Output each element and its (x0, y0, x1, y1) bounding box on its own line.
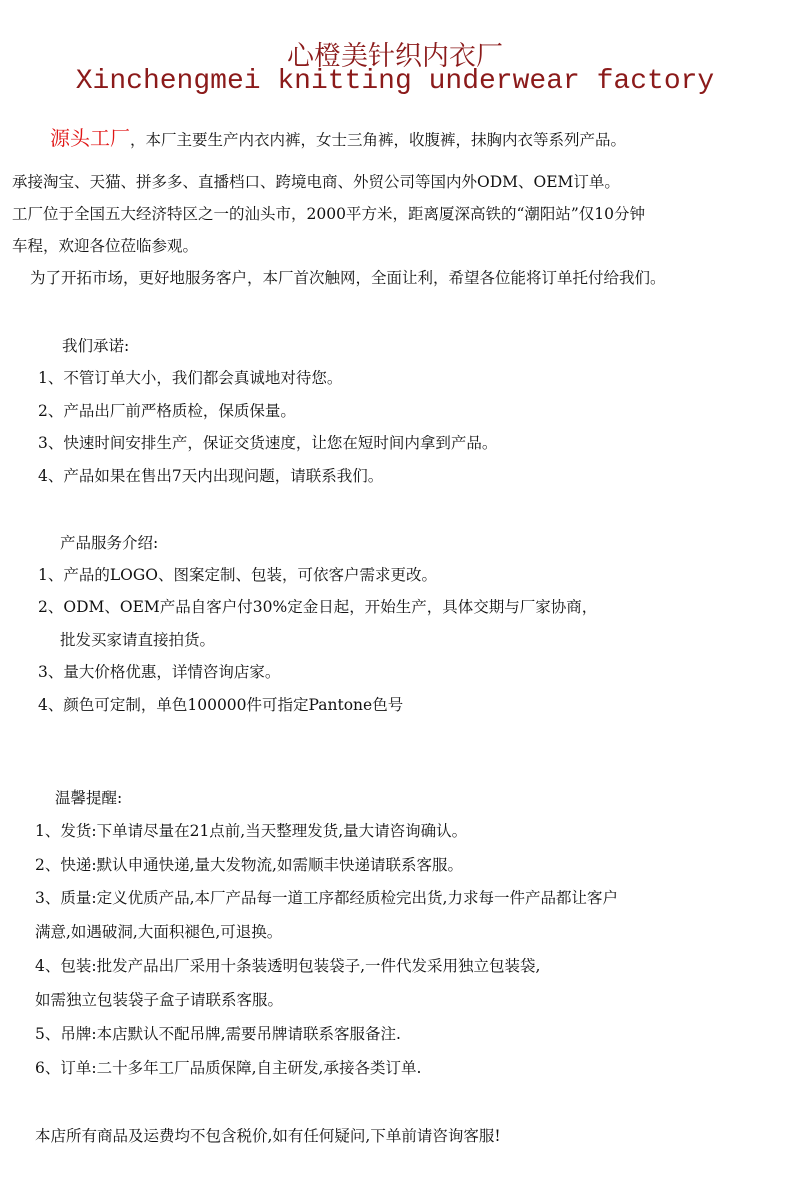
intro-line-1 (50, 128, 626, 150)
intro-line-3: 工厂位于全国五大经济特区之一的汕头市，2000平方米，距离厦深高铁的“潮阳站”仅10分钟 (12, 205, 646, 223)
reminder-item: 4、包装:批发产品出厂采用十条装透明包装袋子,一件代发采用独立包装袋, (35, 957, 541, 975)
page-title-en: Xinchengmei knitting underwear factory (75, 66, 715, 97)
service-item: 3、量大价格优惠，详情咨询店家。 (38, 663, 281, 681)
reminder-item: 3、质量:定义优质产品,本厂产品每一道工序都经质检完出货,力求每一件产品都让客户 (35, 889, 618, 907)
promise-heading: 我们承诺: (62, 337, 130, 355)
reminder-heading: 温馨提醒: (55, 789, 123, 807)
reminder-item: 6、订单:二十多年工厂品质保障,自主研发,承接各类订单. (35, 1059, 422, 1077)
source-factory-highlight: 源头工厂 (50, 126, 130, 150)
footer-note: 本店所有商品及运费均不包含税价,如有任何疑问,下单前请咨询客服! (35, 1127, 501, 1145)
reminder-item: 1、发货:下单请尽量在21点前,当天整理发货,量大请咨询确认。 (35, 822, 468, 840)
intro-line-5: 为了开拓市场，更好地服务客户，本厂首次触网，全面让利，希望各位能将订单托付给我们。 (30, 269, 666, 287)
service-item: 2、ODM、OEM产品自客户付30%定金日起，开始生产，具体交期与厂家协商， (38, 598, 598, 616)
service-item: 4、颜色可定制，单色100000件可指定Pantone色号 (38, 696, 404, 714)
service-item-continued: 批发买家请直接拍货。 (60, 631, 216, 649)
promise-item: 1、不管订单大小，我们都会真诚地对待您。 (38, 369, 343, 387)
reminder-item-continued: 如需独立包装袋子盒子请联系客服。 (35, 991, 284, 1009)
service-item: 1、产品的LOGO、图案定制、包装，可依客户需求更改。 (38, 566, 437, 584)
intro-line-2: 承接淘宝、天猫、拼多多、直播档口、跨境电商、外贸公司等国内外ODM、OEM订单。 (12, 173, 620, 191)
reminder-item: 2、快递:默认申通快递,量大发物流,如需顺丰快递请联系客服。 (35, 856, 463, 874)
intro-line-1-text: ，本厂主要生产内衣内裤，女士三角裤，收腹裤，抹胸内衣等系列产品。 (130, 131, 627, 149)
promise-item: 3、快速时间安排生产，保证交货速度，让您在短时间内拿到产品。 (38, 434, 498, 452)
promise-item: 2、产品出厂前严格质检，保质保量。 (38, 402, 296, 420)
page-title-cn: 心橙美针织内衣厂 (287, 41, 503, 72)
intro-line-4: 车程，欢迎各位莅临参观。 (12, 237, 199, 255)
promise-item: 4、产品如果在售出7天内出现问题，请联系我们。 (38, 467, 384, 485)
reminder-item-continued: 满意,如遇破洞,大面积褪色,可退换。 (35, 923, 283, 941)
reminder-item: 5、吊牌:本店默认不配吊牌,需要吊牌请联系客服备注. (35, 1025, 401, 1043)
service-heading: 产品服务介绍: (60, 534, 159, 552)
